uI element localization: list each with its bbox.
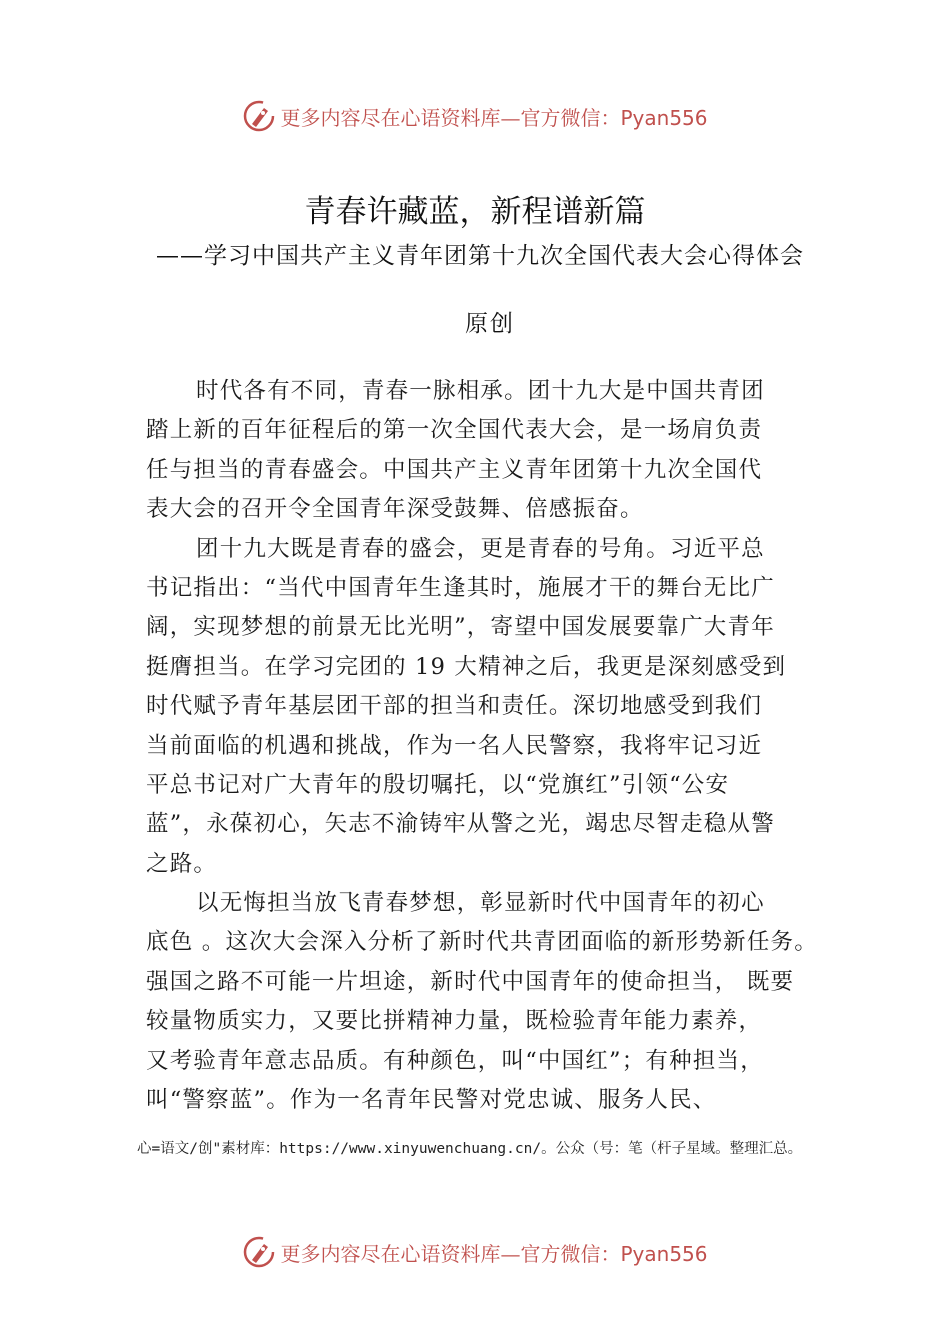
body-line: 以无悔担当放飞青春梦想，彰显新时代中国青年的初心 (196, 890, 765, 917)
body-line: 挺膺担当。在学习完团的 19 大精神之后，我更是深刻感受到 (146, 653, 787, 680)
body-line: 时代赋予青年基层团干部的担当和责任。深切地感受到我们 (146, 693, 763, 720)
header-banner (0, 96, 950, 136)
body-line: 表大会的召开令全国青年深受鼓舞、倍感振奋。 (146, 496, 644, 523)
body-line: 强国之路不可能一片坦途，新时代中国青年的使命担当， 既要 (146, 968, 795, 995)
pen-nib-logo-icon (242, 1235, 276, 1269)
body-line: 阔，实现梦想的前景无比光明”，寄望中国发展要靠广大青年 (146, 614, 775, 641)
body-line: 蓝”，永葆初心，矢志不渝铸牢从警之光，竭忠尽智走稳从警 (146, 811, 775, 838)
page-title: 青春许藏蓝，新程谱新篇 (304, 194, 646, 230)
body-line: 任与担当的青春盛会。中国共产主义青年团第十九次全国代 (146, 456, 763, 483)
header-banner-text: 更多内容尽在心语资料库—官方微信：Pyan556 (280, 105, 708, 130)
body-line: 平总书记对广大青年的殷切嘱托，以“党旗红”引领“公安 (146, 771, 730, 798)
author-label: 原创 (465, 311, 515, 337)
body-line: 团十九大既是青春的盛会，更是青春的号角。习近平总 (196, 535, 765, 562)
body-line: 时代各有不同，青春一脉相承。团十九大是中国共青团 (196, 378, 765, 404)
footnote: 心=语文/创"素材库：https://www.xinyuwenchuang.cn/。公众（号：笔（杆子星域。整理汇总。 (137, 1141, 803, 1157)
body-line: 底色 。这次大会深入分析了新时代共青团面临的新形势新任务。 (146, 929, 818, 956)
body-line: 又考验青年意志品质。有种颜色，叫“中国红”；有种担当， (146, 1047, 764, 1074)
footer-banner-text: 更多内容尽在心语资料库—官方微信：Pyan556 (280, 1241, 708, 1266)
body-line: 书记指出：“当代中国青年生逢其时，施展才干的舞台无比广 (146, 574, 775, 601)
page-subtitle: ——学习中国共产主义青年团第十九次全国代表大会心得体会 (156, 243, 804, 269)
body-line: 踏上新的百年征程后的第一次全国代表大会，是一场肩负责 (146, 417, 763, 444)
body-line: 当前面临的机遇和挑战，作为一名人民警察，我将牢记习近 (146, 732, 763, 759)
footer-banner (0, 1232, 950, 1272)
body-line: 叫“警察蓝”。作为一名青年民警对党忠诚、服务人民、 (146, 1087, 717, 1114)
article-body (146, 372, 846, 1120)
body-line: 之路。 (146, 850, 218, 877)
pen-nib-logo-icon (242, 99, 276, 133)
body-line: 较量物质实力，又要比拼精神力量，既检验青年能力素养， (146, 1008, 763, 1035)
